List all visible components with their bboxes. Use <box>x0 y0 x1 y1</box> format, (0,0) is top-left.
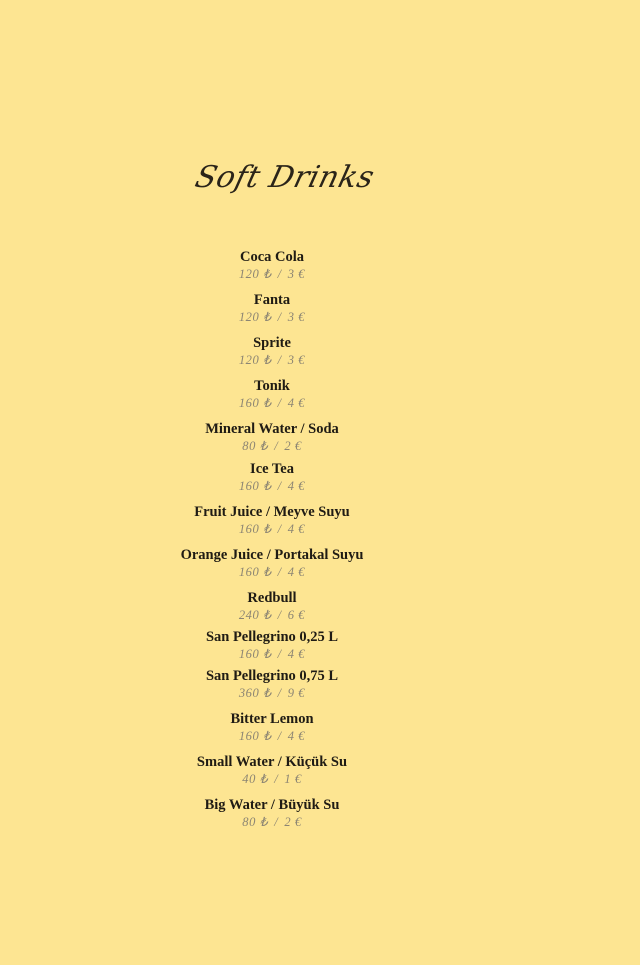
price-separator: / <box>277 565 282 579</box>
price-eur: 3 € <box>287 353 306 367</box>
price-eur: 4 € <box>287 479 306 493</box>
menu-item-mineral-water <box>0 421 544 454</box>
menu-item-san-pellegrino-075 <box>0 668 544 701</box>
price-separator: / <box>277 310 282 324</box>
item-price <box>0 607 544 623</box>
item-name: Bitter Lemon <box>230 711 314 727</box>
price-separator: / <box>277 608 282 622</box>
menu-item-ice-tea <box>0 461 544 494</box>
item-price <box>0 395 544 411</box>
price-try: 80 ₺ <box>242 439 269 453</box>
price-try: 120 ₺ <box>238 353 272 367</box>
price-try: 120 ₺ <box>238 267 272 281</box>
price-eur: 4 € <box>287 647 306 661</box>
price-eur: 4 € <box>287 522 306 536</box>
item-name: Redbull <box>247 590 297 606</box>
menu-item-fruit-juice <box>0 504 544 537</box>
item-name: Fanta <box>253 292 291 308</box>
price-try: 40 ₺ <box>242 772 269 786</box>
item-name: Tonik <box>254 378 290 394</box>
menu-item-coca-cola <box>0 249 544 282</box>
price-eur: 3 € <box>287 267 306 281</box>
price-try: 160 ₺ <box>238 479 272 493</box>
price-eur: 4 € <box>287 729 306 743</box>
item-price <box>0 266 544 282</box>
price-try: 160 ₺ <box>238 522 272 536</box>
price-try: 160 ₺ <box>238 396 272 410</box>
price-eur: 2 € <box>284 815 302 829</box>
price-separator: / <box>277 729 282 743</box>
price-try: 240 ₺ <box>238 608 272 622</box>
price-try: 160 ₺ <box>238 729 272 743</box>
item-name: Sprite <box>253 335 291 351</box>
price-eur: 4 € <box>287 565 306 579</box>
item-name: Fruit Juice / Meyve Suyu <box>194 504 350 520</box>
item-price <box>0 771 544 787</box>
price-try: 120 ₺ <box>238 310 272 324</box>
price-separator: / <box>277 686 282 700</box>
price-eur: 9 € <box>287 686 306 700</box>
price-eur: 4 € <box>287 396 306 410</box>
item-name: Ice Tea <box>250 461 294 477</box>
item-name: Orange Juice / Portakal Suyu <box>180 547 364 563</box>
menu-item-big-water <box>0 797 544 830</box>
price-eur: 6 € <box>287 608 306 622</box>
item-name: Big Water / Büyük Su <box>204 797 340 813</box>
price-separator: / <box>277 479 282 493</box>
price-try: 360 ₺ <box>238 686 272 700</box>
menu-item-redbull <box>0 590 544 623</box>
section-title: Soft Drinks <box>191 160 379 195</box>
price-eur: 2 € <box>284 439 302 453</box>
item-price <box>0 728 544 744</box>
item-price <box>0 521 544 537</box>
price-try: 160 ₺ <box>238 565 272 579</box>
item-name: Mineral Water / Soda <box>205 421 339 437</box>
item-name: San Pellegrino 0,75 L <box>205 668 339 684</box>
item-price <box>0 438 544 454</box>
price-eur: 1 € <box>284 772 302 786</box>
item-price <box>0 478 544 494</box>
item-price <box>0 646 544 662</box>
price-eur: 3 € <box>287 310 306 324</box>
price-separator: / <box>277 647 282 661</box>
menu-item-small-water <box>0 754 544 787</box>
menu-item-bitter-lemon <box>0 711 544 744</box>
price-separator: / <box>277 396 282 410</box>
price-separator: / <box>277 522 282 536</box>
menu-item-orange-juice <box>0 547 544 580</box>
item-price <box>0 564 544 580</box>
price-separator: / <box>274 815 279 829</box>
menu-item-sprite <box>0 335 544 368</box>
item-name: San Pellegrino 0,25 L <box>205 629 339 645</box>
price-separator: / <box>277 267 282 281</box>
menu-item-san-pellegrino-025 <box>0 629 544 662</box>
item-price <box>0 685 544 701</box>
price-separator: / <box>274 439 279 453</box>
item-price <box>0 352 544 368</box>
price-try: 160 ₺ <box>238 647 272 661</box>
item-name: Coca Cola <box>239 249 305 265</box>
price-separator: / <box>274 772 279 786</box>
item-name: Small Water / Küçük Su <box>196 754 348 770</box>
menu-item-tonik <box>0 378 544 411</box>
price-try: 80 ₺ <box>242 815 269 829</box>
item-price <box>0 814 544 830</box>
menu-item-fanta <box>0 292 544 325</box>
item-price <box>0 309 544 325</box>
price-separator: / <box>277 353 282 367</box>
